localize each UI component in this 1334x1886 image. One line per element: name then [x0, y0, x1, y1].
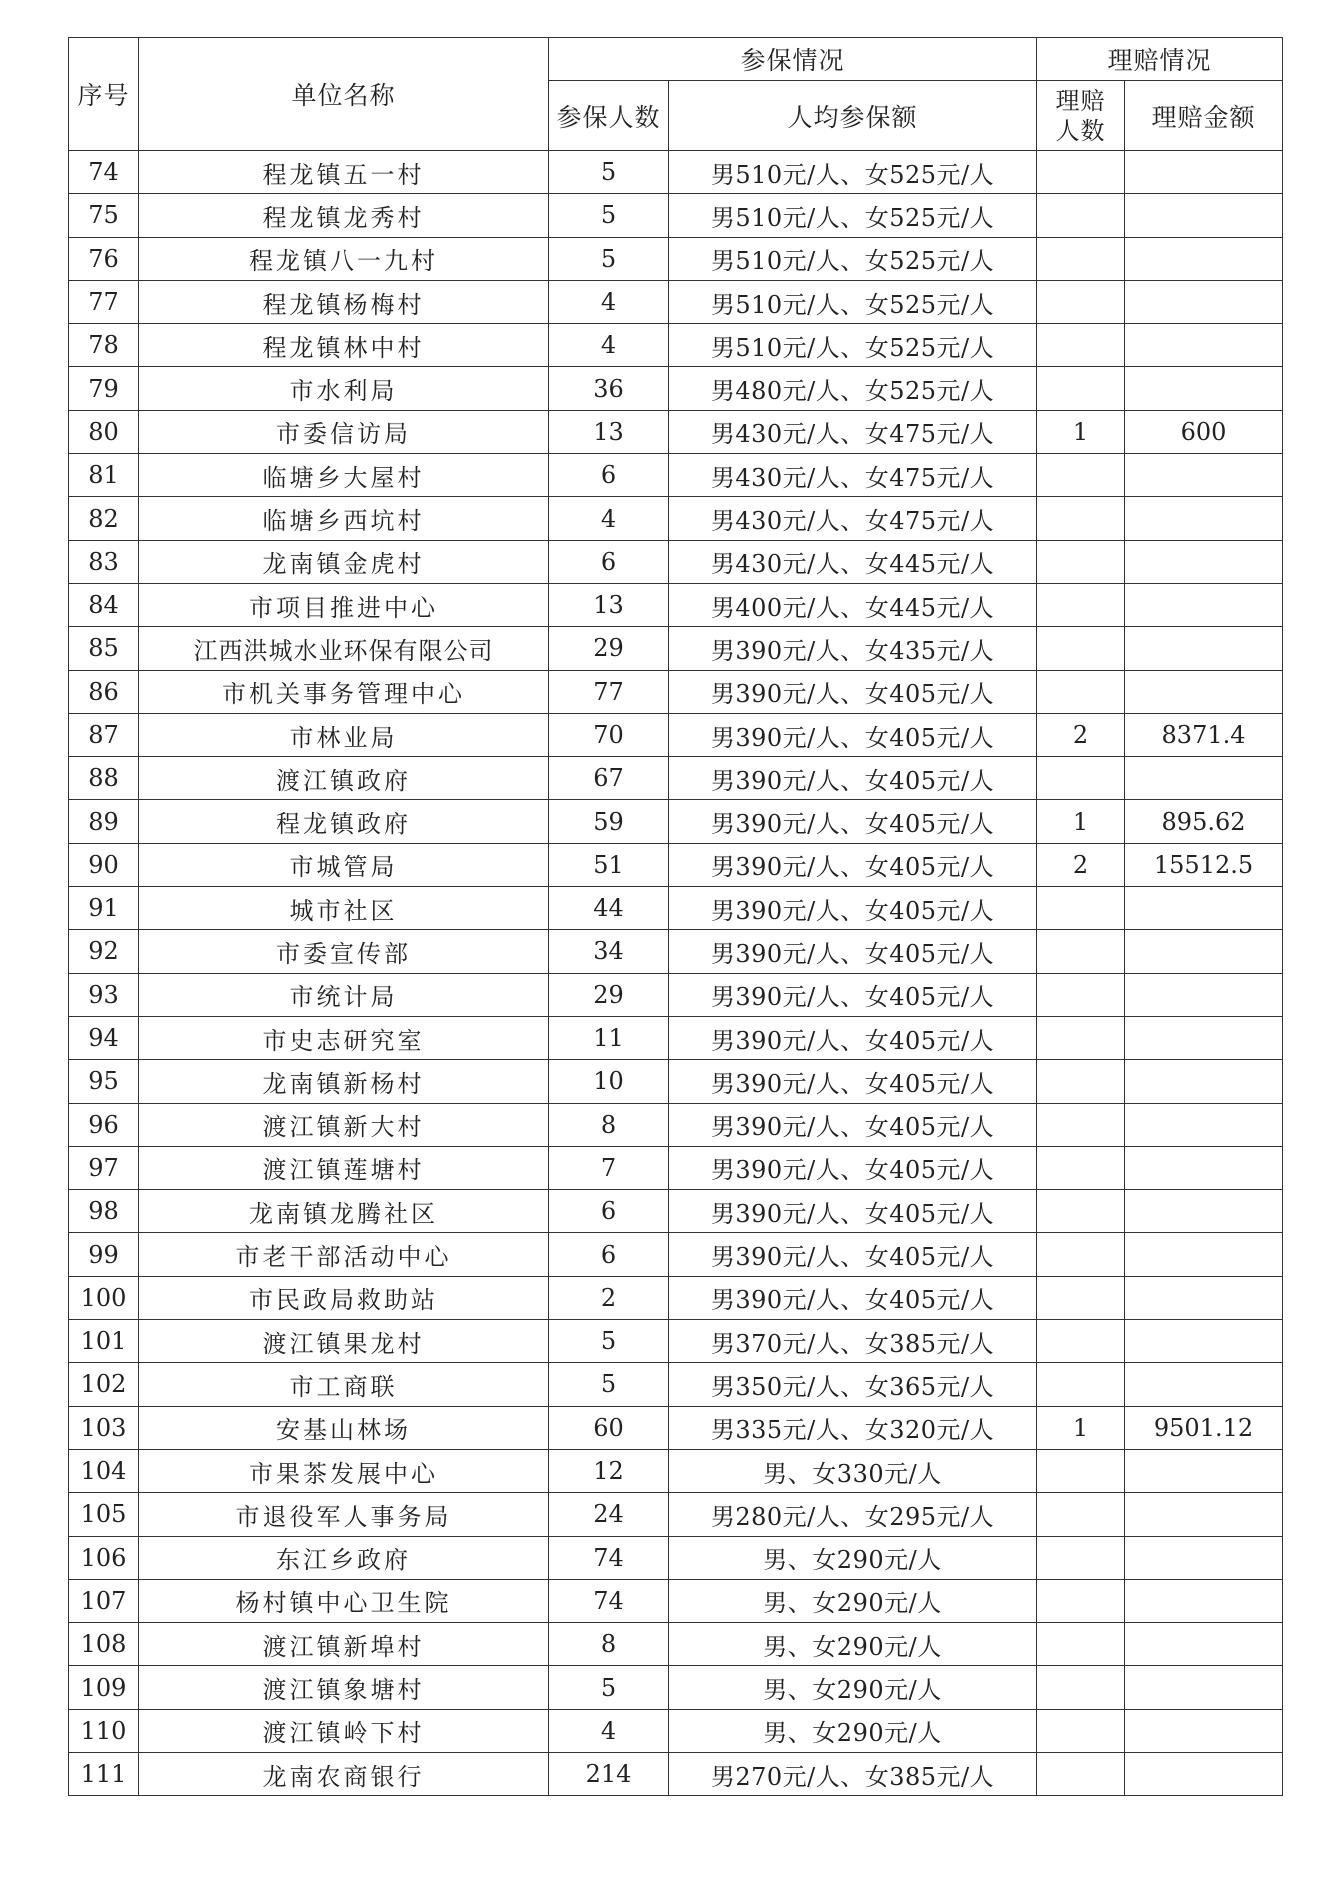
row-unit-name-cell: 市项目推进中心: [139, 583, 549, 626]
row-claim-amount-cell: [1125, 757, 1283, 800]
row-avg-premium-cell: 男270元/人、女385元/人: [669, 1752, 1037, 1795]
row-avg-premium-cell: 男335元/人、女320元/人: [669, 1406, 1037, 1449]
row-avg-premium-cell: 男390元/人、女405元/人: [669, 1146, 1037, 1189]
table-row: [69, 800, 1283, 843]
row-claim-count-cell: [1037, 194, 1125, 237]
row-insured-count-cell: 29: [549, 627, 669, 670]
row-seq-cell: 93: [69, 973, 139, 1016]
table-row: [69, 973, 1283, 1016]
row-insured-count-cell: 24: [549, 1493, 669, 1536]
row-seq-cell: 101: [69, 1320, 139, 1363]
row-claim-amount-cell: 600: [1125, 410, 1283, 453]
table-row: [69, 540, 1283, 583]
row-avg-premium-cell: 男390元/人、女405元/人: [669, 1103, 1037, 1146]
row-avg-premium-cell: 男510元/人、女525元/人: [669, 194, 1037, 237]
row-avg-premium-cell: 男430元/人、女445元/人: [669, 540, 1037, 583]
row-seq-cell: 100: [69, 1276, 139, 1319]
row-insured-count-cell: 67: [549, 757, 669, 800]
row-claim-amount-cell: [1125, 280, 1283, 323]
row-insured-count-cell: 29: [549, 973, 669, 1016]
row-unit-name-cell: 渡江镇莲塘村: [139, 1146, 549, 1189]
row-seq-cell: 85: [69, 627, 139, 670]
row-seq-cell: 111: [69, 1752, 139, 1795]
row-unit-name-cell: 江西洪城水业环保有限公司: [139, 627, 549, 670]
row-seq-cell: 84: [69, 583, 139, 626]
row-claim-amount-cell: [1125, 1276, 1283, 1319]
row-insured-count-cell: 74: [549, 1536, 669, 1579]
row-unit-name-cell: 程龙镇五一村: [139, 151, 549, 194]
insurance-table: [68, 37, 1283, 1796]
row-unit-name-cell: 市统计局: [139, 973, 549, 1016]
table-row: [69, 1363, 1283, 1406]
row-insured-count-cell: 44: [549, 887, 669, 930]
row-claim-amount-cell: [1125, 973, 1283, 1016]
table-row: [69, 1666, 1283, 1709]
row-unit-name-cell: 龙南农商银行: [139, 1752, 549, 1795]
row-insured-count-cell: 7: [549, 1146, 669, 1189]
row-claim-count-cell: [1037, 670, 1125, 713]
table-row: [69, 194, 1283, 237]
row-insured-count-cell: 5: [549, 1320, 669, 1363]
row-insured-count-cell: 13: [549, 410, 669, 453]
row-claim-count-cell: [1037, 1449, 1125, 1492]
row-avg-premium-cell: 男390元/人、女405元/人: [669, 843, 1037, 886]
row-claim-count-cell: [1037, 454, 1125, 497]
row-unit-name-cell: 程龙镇政府: [139, 800, 549, 843]
row-claim-count-cell: [1037, 1752, 1125, 1795]
header-insured-count: 参保人数: [549, 81, 669, 151]
row-claim-count-cell: [1037, 237, 1125, 280]
row-seq-cell: 109: [69, 1666, 139, 1709]
row-claim-amount-cell: [1125, 454, 1283, 497]
row-unit-name-cell: 渡江镇象塘村: [139, 1666, 549, 1709]
row-insured-count-cell: 4: [549, 1709, 669, 1752]
row-unit-name-cell: 程龙镇林中村: [139, 324, 549, 367]
row-insured-count-cell: 5: [549, 1363, 669, 1406]
row-unit-name-cell: 临塘乡大屋村: [139, 454, 549, 497]
row-unit-name-cell: 渡江镇果龙村: [139, 1320, 549, 1363]
row-insured-count-cell: 77: [549, 670, 669, 713]
row-unit-name-cell: 渡江镇政府: [139, 757, 549, 800]
row-claim-count-cell: [1037, 540, 1125, 583]
row-seq-cell: 103: [69, 1406, 139, 1449]
row-avg-premium-cell: 男510元/人、女525元/人: [669, 237, 1037, 280]
row-claim-amount-cell: [1125, 1320, 1283, 1363]
header-row-1: [69, 38, 1283, 81]
row-claim-amount-cell: [1125, 1623, 1283, 1666]
row-claim-count-cell: [1037, 1103, 1125, 1146]
row-unit-name-cell: 渡江镇岭下村: [139, 1709, 549, 1752]
table-row: [69, 1103, 1283, 1146]
row-avg-premium-cell: 男480元/人、女525元/人: [669, 367, 1037, 410]
row-unit-name-cell: 市退役军人事务局: [139, 1493, 549, 1536]
row-insured-count-cell: 5: [549, 151, 669, 194]
table-row: [69, 151, 1283, 194]
row-unit-name-cell: 市机关事务管理中心: [139, 670, 549, 713]
row-unit-name-cell: 安基山林场: [139, 1406, 549, 1449]
row-claim-amount-cell: [1125, 540, 1283, 583]
row-claim-amount-cell: [1125, 1060, 1283, 1103]
row-claim-amount-cell: [1125, 1752, 1283, 1795]
row-claim-count-cell: [1037, 1363, 1125, 1406]
row-unit-name-cell: 城市社区: [139, 887, 549, 930]
row-claim-amount-cell: [1125, 1709, 1283, 1752]
row-claim-amount-cell: [1125, 583, 1283, 626]
row-seq-cell: 96: [69, 1103, 139, 1146]
table-row: [69, 930, 1283, 973]
row-claim-amount-cell: [1125, 1190, 1283, 1233]
row-avg-premium-cell: 男390元/人、女405元/人: [669, 800, 1037, 843]
row-avg-premium-cell: 男、女330元/人: [669, 1449, 1037, 1492]
row-insured-count-cell: 70: [549, 713, 669, 756]
row-claim-count-cell: [1037, 973, 1125, 1016]
row-claim-count-cell: [1037, 367, 1125, 410]
table-row: [69, 757, 1283, 800]
row-avg-premium-cell: 男390元/人、女405元/人: [669, 887, 1037, 930]
row-insured-count-cell: 6: [549, 1233, 669, 1276]
row-avg-premium-cell: 男510元/人、女525元/人: [669, 151, 1037, 194]
row-seq-cell: 95: [69, 1060, 139, 1103]
row-unit-name-cell: 程龙镇杨梅村: [139, 280, 549, 323]
row-unit-name-cell: 市民政局救助站: [139, 1276, 549, 1319]
row-claim-count-cell: [1037, 324, 1125, 367]
row-seq-cell: 83: [69, 540, 139, 583]
row-avg-premium-cell: 男390元/人、女405元/人: [669, 670, 1037, 713]
row-insured-count-cell: 59: [549, 800, 669, 843]
row-unit-name-cell: 程龙镇龙秀村: [139, 194, 549, 237]
row-claim-count-cell: [1037, 1320, 1125, 1363]
row-seq-cell: 86: [69, 670, 139, 713]
table-row: [69, 1190, 1283, 1233]
row-claim-count-cell: [1037, 887, 1125, 930]
row-claim-count-cell: [1037, 1709, 1125, 1752]
table-row: [69, 1060, 1283, 1103]
row-seq-cell: 104: [69, 1449, 139, 1492]
row-avg-premium-cell: 男370元/人、女385元/人: [669, 1320, 1037, 1363]
row-unit-name-cell: 渡江镇新大村: [139, 1103, 549, 1146]
row-claim-count-cell: [1037, 1060, 1125, 1103]
row-avg-premium-cell: 男390元/人、女405元/人: [669, 973, 1037, 1016]
row-seq-cell: 105: [69, 1493, 139, 1536]
table-row: [69, 1623, 1283, 1666]
row-unit-name-cell: 市委宣传部: [139, 930, 549, 973]
row-claim-amount-cell: [1125, 1146, 1283, 1189]
row-insured-count-cell: 4: [549, 324, 669, 367]
row-claim-amount-cell: [1125, 1449, 1283, 1492]
row-unit-name-cell: 渡江镇新埠村: [139, 1623, 549, 1666]
row-insured-count-cell: 8: [549, 1623, 669, 1666]
row-unit-name-cell: 市老干部活动中心: [139, 1233, 549, 1276]
row-insured-count-cell: 12: [549, 1449, 669, 1492]
table-row: [69, 1493, 1283, 1536]
row-unit-name-cell: 市水利局: [139, 367, 549, 410]
header-claims-group: 理赔情况: [1037, 38, 1283, 81]
row-insured-count-cell: 214: [549, 1752, 669, 1795]
row-seq-cell: 98: [69, 1190, 139, 1233]
row-claim-amount-cell: [1125, 367, 1283, 410]
row-claim-amount-cell: [1125, 670, 1283, 713]
row-unit-name-cell: 程龙镇八一九村: [139, 237, 549, 280]
row-claim-count-cell: 1: [1037, 1406, 1125, 1449]
row-avg-premium-cell: 男390元/人、女405元/人: [669, 1190, 1037, 1233]
row-unit-name-cell: 临塘乡西坑村: [139, 497, 549, 540]
row-claim-count-cell: [1037, 1146, 1125, 1189]
row-avg-premium-cell: 男、女290元/人: [669, 1666, 1037, 1709]
row-avg-premium-cell: 男430元/人、女475元/人: [669, 454, 1037, 497]
table-row: [69, 713, 1283, 756]
row-insured-count-cell: 5: [549, 1666, 669, 1709]
row-insured-count-cell: 5: [549, 194, 669, 237]
row-seq-cell: 74: [69, 151, 139, 194]
table-row: [69, 887, 1283, 930]
header-unit-name: 单位名称: [139, 38, 549, 151]
row-seq-cell: 108: [69, 1623, 139, 1666]
table-row: [69, 280, 1283, 323]
row-avg-premium-cell: 男510元/人、女525元/人: [669, 280, 1037, 323]
row-unit-name-cell: 市林业局: [139, 713, 549, 756]
row-seq-cell: 75: [69, 194, 139, 237]
table-body: [69, 151, 1283, 1796]
row-claim-amount-cell: 8371.4: [1125, 713, 1283, 756]
table-row: [69, 583, 1283, 626]
row-seq-cell: 110: [69, 1709, 139, 1752]
row-avg-premium-cell: 男390元/人、女405元/人: [669, 757, 1037, 800]
header-avg-premium: 人均参保额: [669, 81, 1037, 151]
row-claim-count-cell: [1037, 1579, 1125, 1622]
row-seq-cell: 94: [69, 1016, 139, 1059]
row-claim-count-cell: 2: [1037, 713, 1125, 756]
row-insured-count-cell: 2: [549, 1276, 669, 1319]
row-claim-amount-cell: [1125, 930, 1283, 973]
table-row: [69, 410, 1283, 453]
row-insured-count-cell: 11: [549, 1016, 669, 1059]
row-seq-cell: 82: [69, 497, 139, 540]
row-unit-name-cell: 东江乡政府: [139, 1536, 549, 1579]
row-claim-count-cell: [1037, 497, 1125, 540]
row-insured-count-cell: 74: [549, 1579, 669, 1622]
table-row: [69, 1536, 1283, 1579]
row-claim-count-cell: [1037, 1623, 1125, 1666]
row-claim-count-cell: [1037, 930, 1125, 973]
row-insured-count-cell: 6: [549, 454, 669, 497]
row-claim-count-cell: [1037, 1016, 1125, 1059]
row-seq-cell: 92: [69, 930, 139, 973]
row-claim-count-cell: [1037, 1666, 1125, 1709]
table-row: [69, 1276, 1283, 1319]
table-row: [69, 1016, 1283, 1059]
table-row: [69, 1233, 1283, 1276]
row-insured-count-cell: 4: [549, 497, 669, 540]
row-seq-cell: 79: [69, 367, 139, 410]
row-unit-name-cell: 市委信访局: [139, 410, 549, 453]
row-avg-premium-cell: 男390元/人、女405元/人: [669, 1233, 1037, 1276]
row-avg-premium-cell: 男390元/人、女405元/人: [669, 1276, 1037, 1319]
row-unit-name-cell: 杨村镇中心卫生院: [139, 1579, 549, 1622]
row-claim-amount-cell: [1125, 1579, 1283, 1622]
row-avg-premium-cell: 男、女290元/人: [669, 1579, 1037, 1622]
row-avg-premium-cell: 男400元/人、女445元/人: [669, 583, 1037, 626]
row-seq-cell: 90: [69, 843, 139, 886]
row-claim-amount-cell: [1125, 194, 1283, 237]
table-row: [69, 1146, 1283, 1189]
row-claim-count-cell: [1037, 1190, 1125, 1233]
row-claim-amount-cell: [1125, 1233, 1283, 1276]
row-avg-premium-cell: 男510元/人、女525元/人: [669, 324, 1037, 367]
row-claim-amount-cell: [1125, 1493, 1283, 1536]
row-claim-count-cell: [1037, 583, 1125, 626]
row-claim-count-cell: [1037, 280, 1125, 323]
row-claim-amount-cell: 9501.12: [1125, 1406, 1283, 1449]
row-claim-amount-cell: [1125, 1363, 1283, 1406]
row-insured-count-cell: 13: [549, 583, 669, 626]
row-seq-cell: 78: [69, 324, 139, 367]
row-unit-name-cell: 龙南镇龙腾社区: [139, 1190, 549, 1233]
row-insured-count-cell: 5: [549, 237, 669, 280]
row-insured-count-cell: 34: [549, 930, 669, 973]
row-claim-amount-cell: [1125, 497, 1283, 540]
row-claim-count-cell: 1: [1037, 800, 1125, 843]
row-claim-amount-cell: [1125, 1103, 1283, 1146]
row-claim-count-cell: 1: [1037, 410, 1125, 453]
row-claim-count-cell: [1037, 1493, 1125, 1536]
row-claim-count-cell: [1037, 151, 1125, 194]
row-seq-cell: 97: [69, 1146, 139, 1189]
row-claim-count-cell: 2: [1037, 843, 1125, 886]
header-claim-count: 理赔 人数: [1037, 81, 1125, 151]
row-avg-premium-cell: 男390元/人、女405元/人: [669, 930, 1037, 973]
row-claim-count-cell: [1037, 1233, 1125, 1276]
row-insured-count-cell: 60: [549, 1406, 669, 1449]
row-avg-premium-cell: 男390元/人、女435元/人: [669, 627, 1037, 670]
row-seq-cell: 106: [69, 1536, 139, 1579]
row-insured-count-cell: 4: [549, 280, 669, 323]
row-unit-name-cell: 龙南镇金虎村: [139, 540, 549, 583]
row-seq-cell: 89: [69, 800, 139, 843]
row-avg-premium-cell: 男350元/人、女365元/人: [669, 1363, 1037, 1406]
row-insured-count-cell: 8: [549, 1103, 669, 1146]
row-avg-premium-cell: 男430元/人、女475元/人: [669, 410, 1037, 453]
row-claim-amount-cell: [1125, 1536, 1283, 1579]
row-unit-name-cell: 市城管局: [139, 843, 549, 886]
row-unit-name-cell: 市史志研究室: [139, 1016, 549, 1059]
table-row: [69, 1406, 1283, 1449]
row-seq-cell: 99: [69, 1233, 139, 1276]
row-insured-count-cell: 6: [549, 540, 669, 583]
row-unit-name-cell: 市果茶发展中心: [139, 1449, 549, 1492]
table-row: [69, 454, 1283, 497]
row-avg-premium-cell: 男390元/人、女405元/人: [669, 1060, 1037, 1103]
row-seq-cell: 76: [69, 237, 139, 280]
row-claim-count-cell: [1037, 1276, 1125, 1319]
table-row: [69, 367, 1283, 410]
table-row: [69, 843, 1283, 886]
row-insured-count-cell: 10: [549, 1060, 669, 1103]
row-insured-count-cell: 51: [549, 843, 669, 886]
row-seq-cell: 102: [69, 1363, 139, 1406]
row-claim-count-cell: [1037, 1536, 1125, 1579]
row-seq-cell: 107: [69, 1579, 139, 1622]
table-row: [69, 237, 1283, 280]
row-avg-premium-cell: 男430元/人、女475元/人: [669, 497, 1037, 540]
row-avg-premium-cell: 男280元/人、女295元/人: [669, 1493, 1037, 1536]
row-seq-cell: 91: [69, 887, 139, 930]
row-avg-premium-cell: 男、女290元/人: [669, 1709, 1037, 1752]
row-avg-premium-cell: 男、女290元/人: [669, 1623, 1037, 1666]
row-claim-amount-cell: 15512.5: [1125, 843, 1283, 886]
table-row: [69, 324, 1283, 367]
row-insured-count-cell: 6: [549, 1190, 669, 1233]
row-seq-cell: 77: [69, 280, 139, 323]
table-row: [69, 1709, 1283, 1752]
row-seq-cell: 81: [69, 454, 139, 497]
header-insurance-group: 参保情况: [549, 38, 1037, 81]
table-row: [69, 627, 1283, 670]
row-unit-name-cell: 市工商联: [139, 1363, 549, 1406]
row-claim-amount-cell: [1125, 1666, 1283, 1709]
row-insured-count-cell: 36: [549, 367, 669, 410]
table-row: [69, 497, 1283, 540]
row-seq-cell: 80: [69, 410, 139, 453]
row-seq-cell: 88: [69, 757, 139, 800]
row-avg-premium-cell: 男390元/人、女405元/人: [669, 713, 1037, 756]
row-claim-amount-cell: [1125, 627, 1283, 670]
row-claim-count-cell: [1037, 757, 1125, 800]
row-unit-name-cell: 龙南镇新杨村: [139, 1060, 549, 1103]
table-row: [69, 670, 1283, 713]
header-claim-amount: 理赔金额: [1125, 81, 1283, 151]
row-seq-cell: 87: [69, 713, 139, 756]
row-claim-amount-cell: [1125, 237, 1283, 280]
row-claim-amount-cell: [1125, 151, 1283, 194]
table-row: [69, 1579, 1283, 1622]
row-avg-premium-cell: 男、女290元/人: [669, 1536, 1037, 1579]
table-row: [69, 1449, 1283, 1492]
row-claim-amount-cell: [1125, 887, 1283, 930]
table-row: [69, 1320, 1283, 1363]
row-claim-count-cell: [1037, 627, 1125, 670]
header-seq: 序号: [69, 38, 139, 151]
table-row: [69, 1752, 1283, 1795]
row-avg-premium-cell: 男390元/人、女405元/人: [669, 1016, 1037, 1059]
row-claim-amount-cell: [1125, 324, 1283, 367]
row-claim-amount-cell: [1125, 1016, 1283, 1059]
row-claim-amount-cell: 895.62: [1125, 800, 1283, 843]
